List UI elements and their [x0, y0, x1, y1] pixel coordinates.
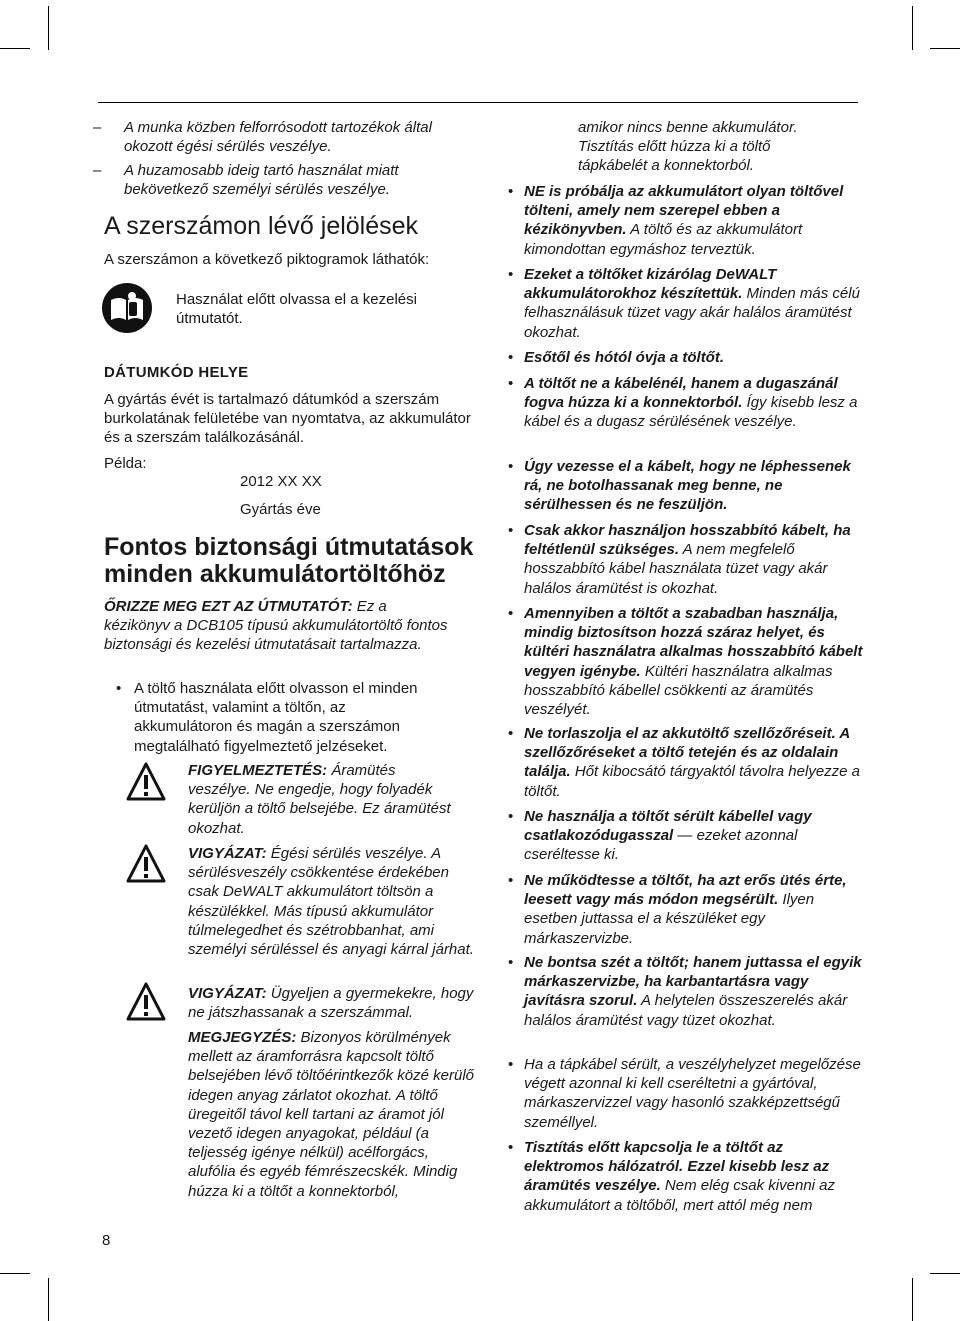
- item-text: A töltő és az akkumulátort kimondottan egymáshoz terveztük.: [524, 221, 803, 258]
- bullet-intro: A töltő használata előtt olvasson el minden útmutatást, valamint a töltőn, az akkumulátoron és magán a szerszámon megtalálható figyelmeztető jelzéseket.: [134, 680, 418, 755]
- list-item: • Esőtől és hótól óvja a töltőt.: [508, 349, 725, 366]
- item-bold: Úgy vezesse el a kábelt, hogy ne léphessenek rá, ne botolhassanak meg benne, ne sérülhessen és ne feszüljön.: [524, 458, 851, 514]
- item-text: A helytelen összeszerelés akár halálos áramütést vagy tüzet okozhat.: [524, 992, 848, 1029]
- item-text: Minden más célú felhasználásuk tüzet vagy akár halálos áramütést okozhat.: [524, 285, 860, 341]
- example-caption: Gyártás éve: [240, 501, 321, 518]
- crop-mark: [48, 1278, 49, 1321]
- list-item: • Ha a tápkábel sérült, a veszélyhelyzet megelőzése végett azonnal ki kell cseréltetni a gyártóval, márkaszervizzel vagy hasonló szakképzettségű személlyel.: [508, 1056, 861, 1131]
- keep-text: Ez a kézikönyv a DCB105 típusú akkumulátortöltő fontos biztonsági és kezelési útmutatásait tartalmazza.: [104, 598, 448, 654]
- item-text: Hőt kibocsátó tárgyaktól távolra helyezze a töltőt.: [524, 763, 861, 800]
- item-bold: Ne működtesse a töltőt, ha azt erős ütés érte, leesett vagy más módon megsérült.: [524, 872, 847, 909]
- manual-icon-text: Használat előtt olvassa el a kezelési útmutatót.: [176, 291, 417, 328]
- caution2-paragraph: [188, 984, 478, 1022]
- warning-icon: [126, 982, 166, 1022]
- warning1-text: Áramütés veszélye. Ne engedje, hogy folyadék kerüljön a töltő belsejébe. Ez áramütést okozhat.: [188, 762, 451, 837]
- note-text: Bizonyos körülmények mellett az áramforrásra kapcsolt töltő belsejében lévő töltőérintkezők közé kerülő idegen anyag zárlatot okozhat. A töltő üregeitől távol kell tartani az áramot jól vezető idegen anyagokat, például (a teljesség igénye nélkül) acélforgács, alufólia és egyéb fémrészecskék. Mindig húzza ki a töltőt a konnektorból,: [188, 1029, 475, 1200]
- safety-title-line1: Fontos biztonsági útmutatások: [104, 533, 474, 561]
- item-text: — ezeket azonnal cseréltesse ki.: [524, 827, 798, 864]
- item-text: Kültéri használatra alkalmas hosszabbító kábellel csökkenti az áramütés veszélyét.: [524, 662, 833, 719]
- example-code: 2012 XX XX: [240, 473, 322, 490]
- list-item: • Tisztítás előtt kapcsolja le a töltőt az elektromos hálózatról. Ezzel kisebb lesz az áramütés veszélye. Nem elég csak kivenni az akkumulátort a töltőből, mert attól még nem: [508, 1139, 836, 1214]
- markings-intro: A szerszámon a következő piktogramok láthatók:: [104, 251, 430, 268]
- crop-mark: [0, 1273, 30, 1274]
- right-continuation: amikor nincs benne akkumulátor. Tisztítás előtt húzza ki a töltő tápkábelét a konnektorból.: [578, 119, 798, 175]
- crop-mark: [48, 6, 49, 50]
- dash-item-text: A munka közben felforrósodott tartozékok által okozott égési sérülés veszélye.: [124, 119, 432, 156]
- datecode-title: DÁTUMKÓD HELYE: [104, 364, 249, 381]
- markings-title: A szerszámon lévő jelölések: [104, 212, 419, 240]
- item-bold: Ne használja a töltőt sérült kábellel vagy csatlakozódugasszal: [524, 808, 812, 845]
- crop-mark: [930, 1273, 960, 1274]
- list-item: • Ne torlaszolja el az akkutöltő szellőzőréseit. A szellőzőréseket a töltő tetején és az oldalain találja. Hőt kibocsátó tárgyaktól távolra helyezze a töltőt.: [508, 725, 861, 800]
- crop-mark: [912, 6, 913, 50]
- page-number: 8: [102, 1232, 111, 1249]
- crop-mark: [930, 48, 960, 49]
- note-paragraph: [188, 1028, 478, 1201]
- keep-paragraph: [104, 597, 454, 655]
- item-bold: A töltőt ne a kábelénél, hanem a dugaszánál fogva húzza ki a konnektorból.: [524, 375, 838, 412]
- dash-item: – A huzamosabb ideig tartó használat miatt bekövetkező személyi sérülés veszélye.: [114, 161, 474, 199]
- item-bold: Ne torlaszolja el az akkutöltő szellőzőréseit. A szellőzőréseket a töltő tetején és az oldalain találja.: [524, 725, 850, 781]
- list-item: • Ne bontsa szét a töltőt; hanem juttassa el egyik márkaszervizbe, ha karbantartásra vagy javításra szorul. A helytelen összeszerelés akár halálos áramütést vagy tüzet okozhat.: [508, 954, 862, 1029]
- list-item: • Ne működtesse a töltőt, ha azt erős ütés érte, leesett vagy más módon megsérült. Ilyen esetben juttassa el a készüléket egy márkaszervizbe.: [508, 872, 847, 947]
- read-manual-icon: [101, 282, 153, 334]
- caution2-label: VIGYÁZAT:: [188, 985, 267, 1002]
- caution1-text: Égési sérülés veszélye. A sérülésveszély csökkentése érdekében csak DeWALT akkumulátort töltsön a készülékkel. Más típusú akkumulátor túlmelegedhet és szétrobbanhat, ami személyi sérüléssel és anyagi kárral járhat.: [188, 845, 474, 959]
- list-item: • Úgy vezesse el a kábelt, hogy ne léphessenek rá, ne botolhassanak meg benne, ne sérülhessen és ne feszüljön.: [508, 458, 851, 514]
- item-text: Nem elég csak kivenni az akkumulátort a töltőből, mert attól még nem: [524, 1177, 836, 1214]
- warning1-label: FIGYELMEZTETÉS:: [188, 762, 328, 779]
- caution1-paragraph: [188, 844, 478, 959]
- example-label: Példa:: [104, 455, 147, 472]
- item-bold: Amennyiben a töltőt a szabadban használja, mindig biztosítson hozzá száraz helyet, és kültéri használatra alkalmas hosszabbító kábelt vegyen igénybe.: [524, 605, 863, 680]
- item-bold: Ezeket a töltőket kizárólag DeWALT akkumulátorokhoz készítettük.: [524, 266, 777, 303]
- list-item: • Amennyiben a töltőt a szabadban használja, mindig biztosítson hozzá száraz helyet, és kültéri használatra alkalmas hosszabbító kábelt vegyen igénybe. Kültéri használatra alkalmas hosszabbító kábellel csökkenti az áramütés veszélyét.: [508, 605, 863, 719]
- caution2-text: Ügyeljen a gyermekekre, hogy ne játszhassanak a szerszámmal.: [188, 985, 474, 1022]
- item-bold: Esőtől és hótól óvja a töltőt.: [524, 349, 725, 366]
- dash-item: – A munka közben felforrósodott tartozékok által okozott égési sérülés veszélye.: [114, 118, 474, 156]
- caution1-label: VIGYÁZAT:: [188, 845, 267, 862]
- dash-item-text: A huzamosabb ideig tartó használat miatt bekövetkező személyi sérülés veszélye.: [124, 162, 399, 199]
- list-item: • A töltőt ne a kábelénél, hanem a dugaszánál fogva húzza ki a konnektorból. Így kisebb lesz a kábel és a dugasz sérülésének veszélye.: [508, 375, 858, 431]
- list-item: • NE is próbálja az akkumulátort olyan töltővel tölteni, amely nem szerepel ebben a kézikönyvben. A töltő és az akkumulátort kimondottan egymáshoz terveztük.: [508, 183, 844, 258]
- warning-icon: [126, 844, 166, 884]
- list-item: • Csak akkor használjon hosszabbító kábelt, ha feltétlenül szükséges. A nem megfelelő hosszabbító kábel használata tüzet vagy akár halálos áramütést is okozhat.: [508, 522, 851, 597]
- item-bold: NE is próbálja az akkumulátort olyan töltővel tölteni, amely nem szerepel ebben a kézikönyvben.: [524, 183, 844, 239]
- datecode-text: A gyártás évét is tartalmazó dátumkód a szerszám burkolatának felületébe van nyomtatva, az akkumulátor és a szerszám találkozásánál.: [104, 391, 471, 447]
- crop-mark: [912, 1278, 913, 1321]
- item-bold: Tisztítás előtt kapcsolja le a töltőt az elektromos hálózatról. Ezzel kisebb lesz az áramütés veszélye.: [524, 1139, 830, 1195]
- item-bold: Csak akkor használjon hosszabbító kábelt, ha feltétlenül szükséges.: [524, 522, 851, 559]
- warning1-paragraph: [188, 761, 458, 838]
- item-text: Ilyen esetben juttassa el a készüléket egy márkaszervizbe.: [524, 891, 815, 947]
- keep-heading: ŐRIZZE MEG EZT AZ ÚTMUTATÓT:: [104, 598, 353, 615]
- warning-icon: [126, 762, 166, 802]
- list-item: • Ezeket a töltőket kizárólag DeWALT akkumulátorokhoz készítettük. Minden más célú felhasználásuk tüzet vagy akár halálos áramütést okozhat.: [508, 266, 860, 341]
- item-text: A nem megfelelő hosszabbító kábel használata tüzet vagy akár halálos áramütést is okozhat.: [524, 541, 828, 597]
- item-bold: Ne bontsa szét a töltőt; hanem juttassa el egyik márkaszervizbe, ha karbantartásra vagy javításra szorul.: [524, 954, 862, 1010]
- item-text: Ha a tápkábel sérült, a veszélyhelyzet megelőzése végett azonnal ki kell cseréltetni a gyártóval, márkaszervizzel vagy hasonló szakképzettségű személlyel.: [524, 1056, 861, 1131]
- note-label: MEGJEGYZÉS:: [188, 1029, 297, 1046]
- list-item: • Ne használja a töltőt sérült kábellel vagy csatlakozódugasszal — ezeket azonnal cseréltesse ki.: [508, 808, 812, 864]
- item-text: Így kisebb lesz a kábel és a dugasz sérülésének veszélye.: [524, 394, 858, 431]
- safety-title-line2: minden akkumulátortöltőhöz: [104, 560, 446, 588]
- crop-mark: [0, 48, 30, 49]
- header-rule: [98, 102, 858, 103]
